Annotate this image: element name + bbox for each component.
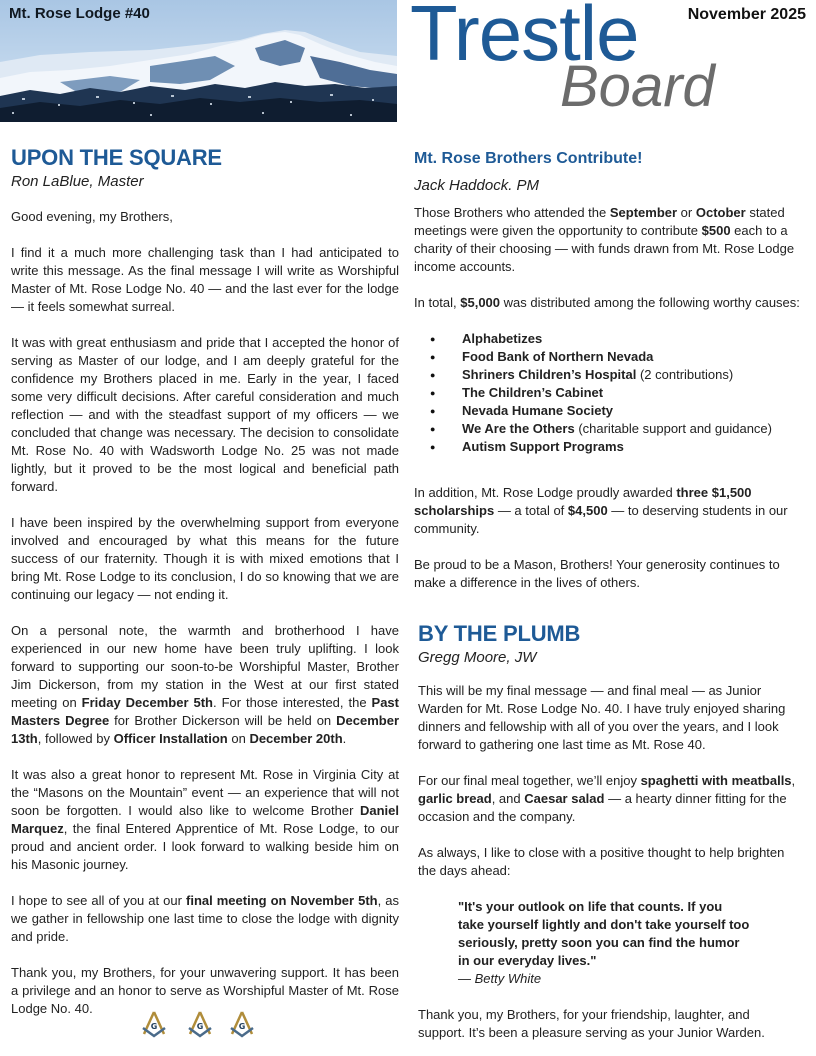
masthead-title-board: Board xyxy=(560,54,715,119)
article-byline: Gregg Moore, JW xyxy=(418,649,537,666)
masthead-title-trestle: Trestle xyxy=(410,0,639,77)
article-heading: BY THE PLUMB xyxy=(418,621,581,646)
article-byline: Ron LaBlue, Master xyxy=(11,173,144,190)
square-and-compasses-icon xyxy=(228,1010,256,1038)
paragraph-3: As always, I like to close with a positive thought to help brighten the days ahead: xyxy=(418,845,785,878)
list-item: ● Nevada Humane Society xyxy=(414,402,800,420)
lodge-name: Mt. Rose Lodge #40 xyxy=(9,5,150,22)
article-heading: Mt. Rose Brothers Contribute! xyxy=(414,150,643,167)
paragraph-1: Those Brothers who attended the September or October stated meetings were given the opportunity to contribute $500 each to a charity of their choosing — with funds drawn from Mt. Rose Lodge income accounts. xyxy=(414,205,795,274)
paragraph-3: In addition, Mt. Rose Lodge proudly awarded three $1,500 scholarships — a total of $4,500 — to deserving students in our community. xyxy=(414,485,788,536)
paragraph-4: Be proud to be a Mason, Brothers! Your generosity continues to make a difference in the lives of others. xyxy=(414,557,780,590)
square-and-compasses-icon xyxy=(140,1010,168,1038)
article-heading: UPON THE SQUARE xyxy=(11,145,222,170)
paragraph-4: Thank you, my Brothers, for your friendship, laughter, and support. It’s been a pleasure serving as your Junior Warden. xyxy=(418,1007,765,1040)
square-and-compasses-icon xyxy=(186,1010,214,1038)
paragraph-2: It was with great enthusiasm and pride that I accepted the honor of serving as Master of our lodge, and I am deeply grateful for the confidence my Brothers placed in me. Early in the year, I faced some very difficult decisions. After careful consideration and much reflection — and with the steadfast support of my officers — we concluded that change was necessary. The decision to consolidate Mt. Rose No. 40 with Wadsworth Lodge No. 25 was not made lightly, but it proved to be the most logical and beneficial path forward. xyxy=(11,335,399,494)
list-item: ● Food Bank of Northern Nevada xyxy=(414,348,800,366)
quote-line: in our everyday lives." xyxy=(458,953,597,968)
paragraph-3: I have been inspired by the overwhelming support from everyone involved and encouraged by what this means for the future success of our fraternity. Though it is with mixed emotions that I bring Mt. Rose Lodge to its conclusion, I do so knowing that we are continuing our legacy — not ending it. xyxy=(11,515,399,602)
list-item: ● Autism Support Programs xyxy=(414,438,800,456)
causes-list xyxy=(414,330,800,456)
svg-text:G: G xyxy=(238,1022,246,1031)
article-byline: Jack Haddock. PM xyxy=(414,177,540,194)
list-item: ● The Children’s Cabinet xyxy=(414,384,800,402)
svg-text:G: G xyxy=(150,1022,158,1031)
paragraph-5: It was also a great honor to represent Mt. Rose in Virginia City at the “Masons on the Mountain” event — an experience that will not soon be forgotten. I would also like to welcome Brother Daniel Marquez, the final Entered Apprentice of Mt. Rose Lodge, to our proud and ancient order. I look forward to walking beside him on his Masonic journey. xyxy=(11,767,399,872)
paragraph-2: In total, $5,000 was distributed among the following worthy causes: xyxy=(414,295,800,310)
paragraph-4: On a personal note, the warmth and brotherhood I have experienced in our new home have been truly uplifting. I look forward to supporting our soon-to-be Worshipful Master, Brother Jim Dickerson, from my station in the West at our first stated meeting on Friday December 5th. For those interested, the Past Masters Degree for Brother Dickerson will be held on December 13th, followed by Officer Installation on December 20th. xyxy=(11,623,400,746)
by-the-plumb-article xyxy=(418,620,798,1042)
paragraph-6: I hope to see all of you at our final meeting on November 5th, as we gather in fellowship one last time to close the lodge with dignity and pride. xyxy=(11,893,399,944)
upon-the-square-article xyxy=(11,144,399,1018)
quote-attribution: — Betty White xyxy=(458,971,542,986)
list-item: ● Alphabetizes xyxy=(414,330,800,348)
header-banner xyxy=(0,0,397,122)
paragraph-1: I find it a much more challenging task than I had anticipated to write this message. As the final message I will write as Worshipful Master of Mt. Rose Lodge No. 40 — and the last ever for the lodge — it feels somewhat surreal. xyxy=(11,245,399,314)
svg-text:G: G xyxy=(196,1022,204,1031)
paragraph-2: For our final meal together, we’ll enjoy spaghetti with meatballs, garlic bread, and Caesar salad — a hearty dinner fitting for the occasion and the company. xyxy=(418,773,796,824)
brothers-contribute-article xyxy=(414,148,800,592)
quote-line: seriously, pretty soon you can find the humor xyxy=(458,935,740,950)
paragraph-1: This will be my final message — and final meal — as Junior Warden for Mt. Rose Lodge No. 40. I have truly enjoyed sharing dinners and fellowship with all of you over the years, and I look forward to gathering one last time as Mt. Rose 40. xyxy=(418,683,786,752)
quote-line: "It's your outlook on life that counts. If you xyxy=(458,899,723,914)
list-item: ● We Are the Others (charitable support and guidance) xyxy=(414,420,800,438)
betty-white-quote xyxy=(458,898,798,988)
greeting-paragraph: Good evening, my Brothers, xyxy=(11,209,173,224)
emblem-row xyxy=(140,1010,270,1040)
quote-line: take yourself lightly and don't take yourself too xyxy=(458,917,750,932)
list-item: ● Shriners Children’s Hospital (2 contributions) xyxy=(414,366,800,384)
issue-date: November 2025 xyxy=(687,6,806,23)
paragraph-7: Thank you, my Brothers, for your unwavering support. It has been a privilege and an honor to serve as Worshipful Master of Mt. Rose Lodge No. 40. xyxy=(11,965,399,1016)
